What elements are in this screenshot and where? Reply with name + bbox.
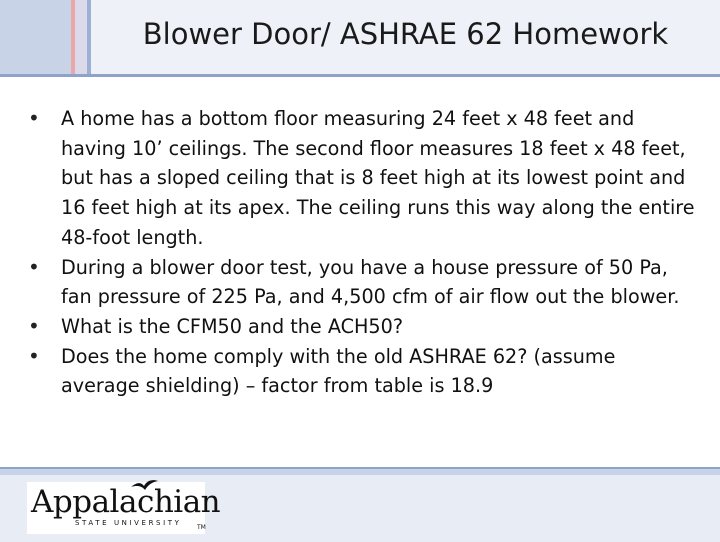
bullet-marker: • — [28, 254, 40, 279]
bullet-item — [28, 104, 698, 253]
university-logo — [27, 482, 221, 534]
footer-bar — [0, 467, 720, 542]
slide-title: Blower Door/ ASHRAE 62 Homework — [142, 17, 669, 51]
title-bar — [0, 0, 720, 77]
bullet-text: A home has a bottom floor measuring 24 feet x 48 feet and having 10’ ceilings. The second floor measures 18 feet x 48 feet, but has a sloped ceiling that is 8 feet high at its lowest point and 16 feet high at its apex. The ceiling runs this way along the entire 48-foot length. — [61, 107, 695, 249]
bullet-text: During a blower door test, you have a house pressure of 50 Pa, fan pressure of 225 Pa, and 4,500 cfm of air flow out the blower. — [61, 255, 680, 309]
bullet-item — [28, 253, 698, 312]
bullet-text: What is the CFM50 and the ACH50? — [61, 314, 404, 338]
bullet-marker: • — [28, 313, 40, 338]
footer-accent-stripe — [0, 469, 720, 475]
logo-wordmark: Appalachian — [31, 484, 221, 520]
bullet-text: Does the home comply with the old ASHRAE 62? (assume average shielding) – factor from table is 18.9 — [61, 344, 616, 398]
bullet-item — [28, 342, 698, 401]
title-accent-stripe-lavender — [75, 0, 87, 74]
bullet-marker: • — [28, 106, 40, 130]
logo-subtext: STATE UNIVERSITY — [75, 519, 182, 527]
bullet-item — [28, 312, 698, 342]
logo-trademark: TM — [197, 524, 206, 531]
title-accent-block — [0, 0, 71, 74]
bullet-list — [28, 104, 698, 401]
bullet-marker: • — [28, 343, 40, 368]
